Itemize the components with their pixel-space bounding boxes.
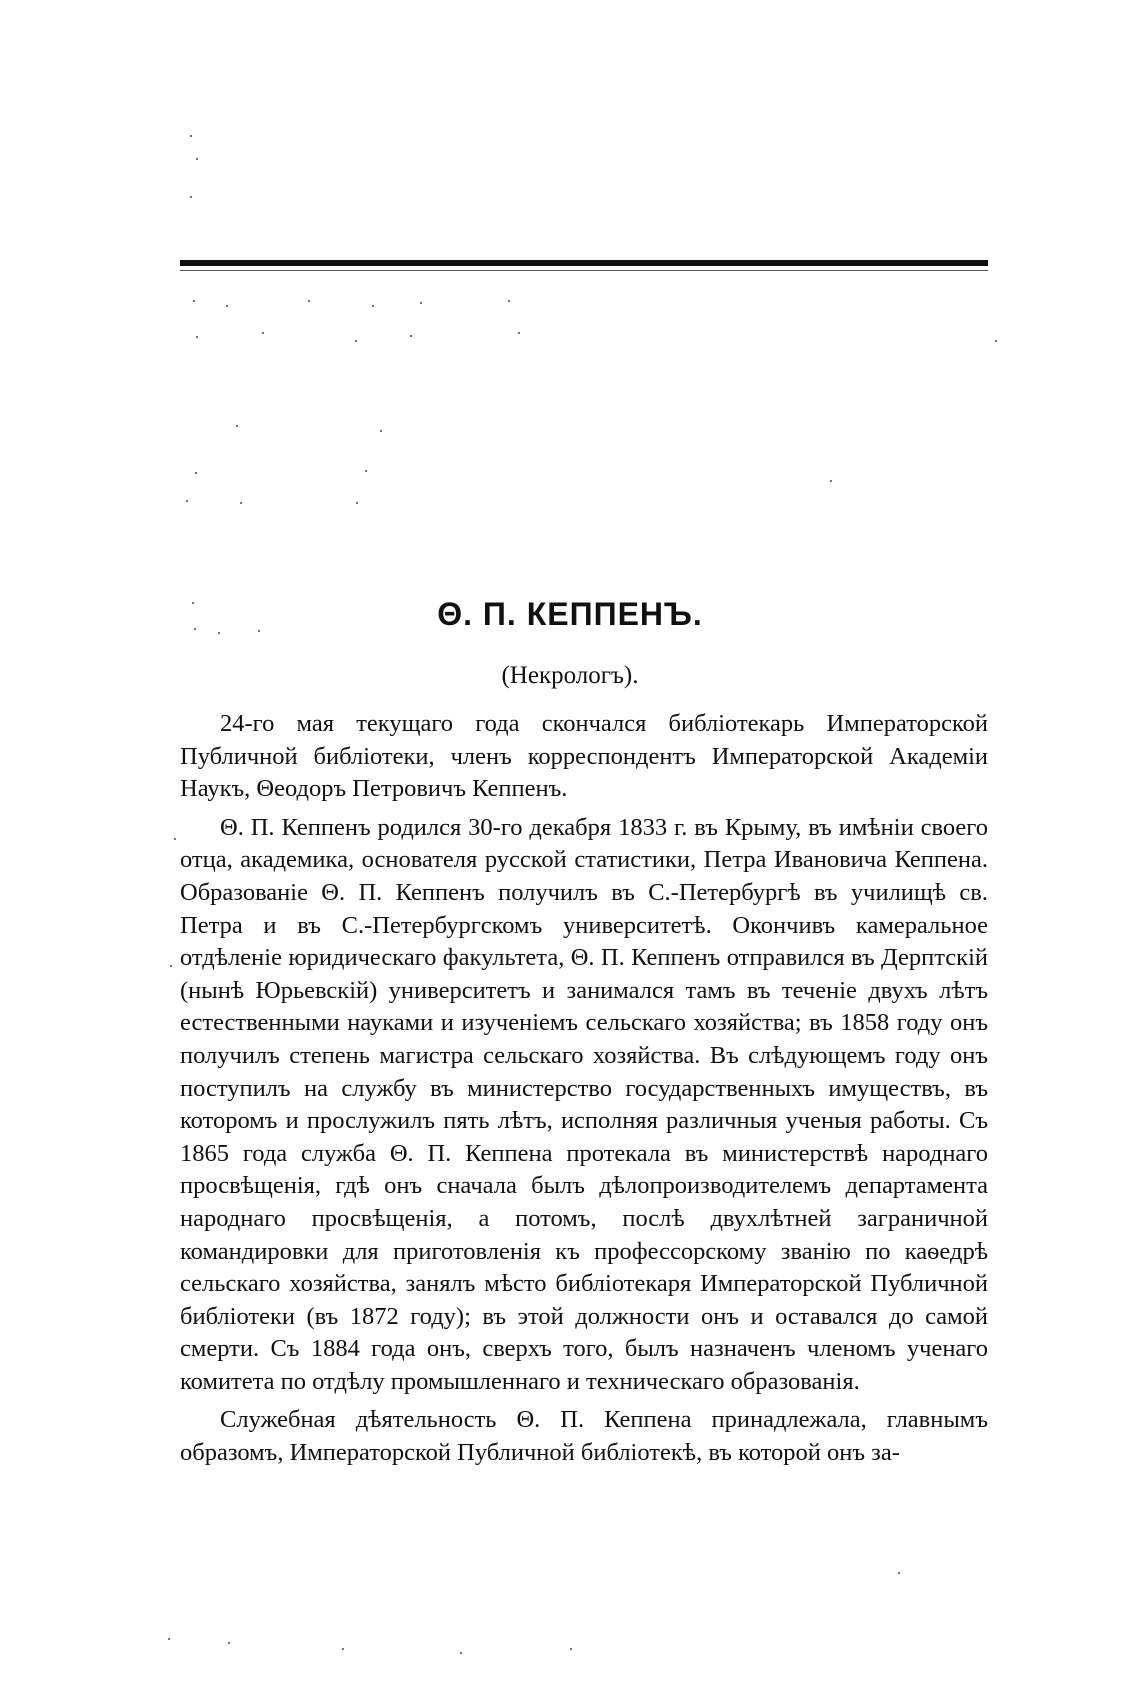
- scan-speck: [410, 335, 412, 337]
- scan-speck: [380, 430, 382, 432]
- paragraph: Служебная дѣятельность Θ. П. Кеппена принадлежала, главнымъ образомъ, Императорской Публичной библіотекѣ, въ которой онъ за-: [180, 1406, 988, 1467]
- scan-speck: [356, 502, 358, 504]
- scan-speck: [190, 135, 192, 137]
- scan-speck: [308, 300, 310, 302]
- scan-speck: [570, 1648, 572, 1650]
- scan-speck: [365, 470, 367, 472]
- article-body: [180, 708, 988, 1476]
- scan-speck: [508, 300, 510, 302]
- scan-speck: [262, 332, 264, 334]
- scan-speck: [195, 472, 197, 474]
- scan-speck: [420, 302, 422, 304]
- scan-speck: [898, 1572, 900, 1574]
- scan-speck: [186, 500, 188, 502]
- scan-speck: [236, 425, 238, 427]
- article-title: Θ. П. КЕППЕНЪ.: [437, 596, 703, 632]
- scan-speck: [228, 1642, 230, 1644]
- scan-speck: [226, 305, 228, 307]
- scan-speck: [830, 480, 832, 482]
- scan-speck: [518, 332, 520, 334]
- paragraph: Θ. П. Кеппенъ родился 30-го декабря 1833 г. въ Крыму, въ имѣніи своего отца, академика, основателя русской статистики, Петра Ивановича Кеппена. Образованіе Θ. П. Кеппенъ получилъ въ С.-Петербургѣ въ училищѣ св. Петра и въ С.-Петербургскомъ университетѣ. Окончивъ камеральное отдѣленіе юридическаго факультета, Θ. П. Кеппенъ отправился въ Дерптскій (нынѣ Юрьевскій) университетъ и занимался тамъ въ теченіе двухъ лѣтъ естественными науками и изученіемъ сельскаго хозяйства; въ 1858 году онъ получилъ степень магистра сельскаго хозяйства. Въ слѣдующемъ году онъ поступилъ на службу въ министерство государственныхъ имуществъ, въ которомъ и прослужилъ пять лѣтъ, исполняя различныя ученыя работы. Съ 1865 года служба Θ. П. Кеппена протекала въ министерствѣ народнаго просвѣщенія, гдѣ онъ сначала былъ дѣлопроизводителемъ департамента народнаго просвѣщенія, а потомъ, послѣ двухлѣтней заграничной командировки для приготовленія къ профессорскому званію по каѳедрѣ сельскаго хозяйства, занялъ мѣсто библіотекаря Императорской Публичной библіотеки (въ 1872 году); въ этой должности онъ и оставался до самой смерти. Съ 1884 года онъ, сверхъ того, былъ назначенъ членомъ ученаго комитета по отдѣлу промышленнаго и техническаго образованія.: [180, 813, 988, 1395]
- scan-speck: [170, 965, 172, 967]
- scan-speck: [196, 336, 198, 338]
- scan-speck: [168, 1638, 170, 1640]
- scan-speck: [355, 340, 357, 342]
- scan-speck: [995, 340, 997, 342]
- scan-speck: [240, 502, 242, 504]
- scan-speck: [193, 300, 195, 302]
- scan-speck: [372, 305, 374, 307]
- scan-speck: [342, 1648, 344, 1650]
- scan-speck: [174, 838, 176, 840]
- paragraph: 24-го мая текущаго года скончался библіотекарь Императорской Публичной библіотеки, членъ корреспондентъ Императорской Академіи Наукъ, Θеодоръ Петровичъ Кеппенъ.: [180, 710, 988, 803]
- header-rule-thin: [180, 270, 988, 271]
- scan-speck: [190, 196, 192, 198]
- header-rule: [180, 260, 988, 266]
- scan-speck: [460, 1652, 462, 1654]
- scan-speck: [196, 158, 198, 160]
- article-subtitle: (Некрологъ).: [501, 662, 639, 689]
